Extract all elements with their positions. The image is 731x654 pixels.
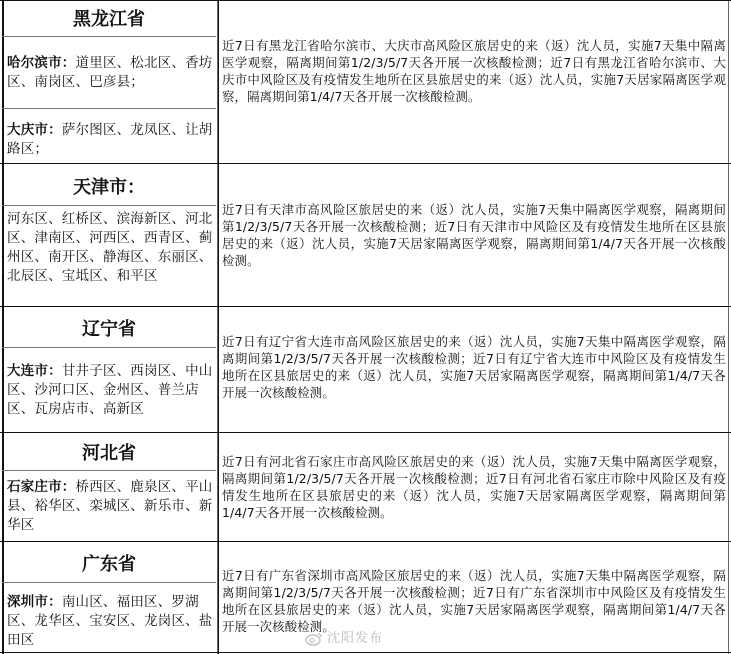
province-divider xyxy=(2,470,216,471)
district-list: 甘井子区、西岗区、中山区、沙河口区、金州区、普兰店区、瓦房店市、高新区 xyxy=(7,363,213,417)
city-divider xyxy=(2,108,216,109)
row-divider xyxy=(0,306,731,307)
province-heading: 天津市： xyxy=(73,177,145,198)
policy-text: 近7日有黑龙江省哈尔滨市、大庆市高风险区旅居史的来（返）沈人员，实施7天集中隔离医学观察，隔离期间第1/2/3/5/7天各开展一次核酸检测；近7日有黑龙江省哈尔滨市、大庆市中风险区及有疫情发生地所在区县旅居史的来（返）沈人员，实施7天居家隔离医学观察，隔离期间第1/4/7天各开展一次核酸检测。 xyxy=(222,38,726,104)
district-list: 道里区、松北区、香坊区、南岗区、巴彦县； xyxy=(7,55,213,90)
city-name: 大庆市： xyxy=(7,122,62,138)
weibo-icon xyxy=(305,632,323,646)
row-divider xyxy=(0,432,731,433)
city-name: 石家庄市： xyxy=(7,479,76,495)
province-divider xyxy=(2,205,216,206)
city-name: 大连市： xyxy=(7,363,62,379)
city-name: 深圳市： xyxy=(7,594,62,610)
row-divider xyxy=(0,0,731,1)
province-divider xyxy=(2,36,216,37)
city-districts xyxy=(7,54,213,92)
district-list: 河东区、红桥区、滨海新区、河北区、津南区、河西区、西青区、蓟州区、南开区、静海区、东丽区、北辰区、宝坻区、和平区 xyxy=(7,211,213,284)
province-heading: 辽宁省 xyxy=(82,319,136,340)
policy-text: 近7日有广东省深圳市高风险区旅居史的来（返）沈人员，实施7天集中隔离医学观察，隔离期间第1/2/3/5/7天各开展一次核酸检测；近7日有广东省深圳市中风险区及有疫情发生地所在区县旅居史的来（返）沈人员，实施7天居家隔离医学观察，隔离期间第1/4/7天各开展一次核酸检测。 xyxy=(222,568,726,634)
row-divider xyxy=(0,541,731,542)
city-districts xyxy=(7,210,213,286)
city-name: 哈尔滨市： xyxy=(7,55,76,71)
province-heading: 河北省 xyxy=(82,443,136,464)
policy-text: 近7日有天津市高风险区旅居史的来（返）沈人员，实施7天集中隔离医学观察，隔离期间第1/2/3/5/7天各开展一次核酸检测；近7日有天津市中风险区及有疫情发生地所在区县旅居史的来（返）沈人员，实施7天居家隔离医学观察，隔离期间第1/4/7天各开展一次核酸检测。 xyxy=(222,202,726,268)
city-districts xyxy=(7,121,213,159)
district-list: 南山区、福田区、罗湖区、龙华区、宝安区、龙岗区、盐田区 xyxy=(7,594,213,648)
city-districts xyxy=(7,362,213,419)
row-divider xyxy=(0,652,731,653)
district-list: 萨尔图区、龙凤区、让胡路区； xyxy=(7,122,213,157)
row-divider xyxy=(0,163,731,164)
watermark-text: 沈阳发布 xyxy=(327,631,384,646)
province-heading: 广东省 xyxy=(82,554,136,575)
province-heading: 黑龙江省 xyxy=(73,9,145,30)
watermark xyxy=(305,627,383,646)
policy-text: 近7日有河北省石家庄市高风险区旅居史的来（返）沈人员，实施7天集中隔离医学观察，隔离期间第1/2/3/5/7天各开展一次核酸检测；近7日有河北省石家庄市除中风险区及有疫情发生地所在区县旅居史的来（返）沈人员，实施7天居家隔离医学观察，隔离期间第1/4/7天各开展一次核酸检测。 xyxy=(222,454,726,520)
province-divider xyxy=(2,347,216,348)
city-districts xyxy=(7,478,213,535)
policy-text: 近7日有辽宁省大连市高风险区旅居史的来（返）沈人员，实施7天集中隔离医学观察，隔离期间第1/2/3/5/7天各开展一次核酸检测；近7日有辽宁省大连市中风险区及有疫情发生地所在区县旅居史的来（返）沈人员，实施7天居家隔离医学观察，隔离期间第1/4/7天各开展一次核酸检测。 xyxy=(222,334,726,400)
city-districts xyxy=(7,593,213,650)
district-list: 桥西区、鹿泉区、平山县、裕华区、栾城区、新乐市、新华区 xyxy=(7,479,213,533)
province-divider xyxy=(2,582,216,583)
